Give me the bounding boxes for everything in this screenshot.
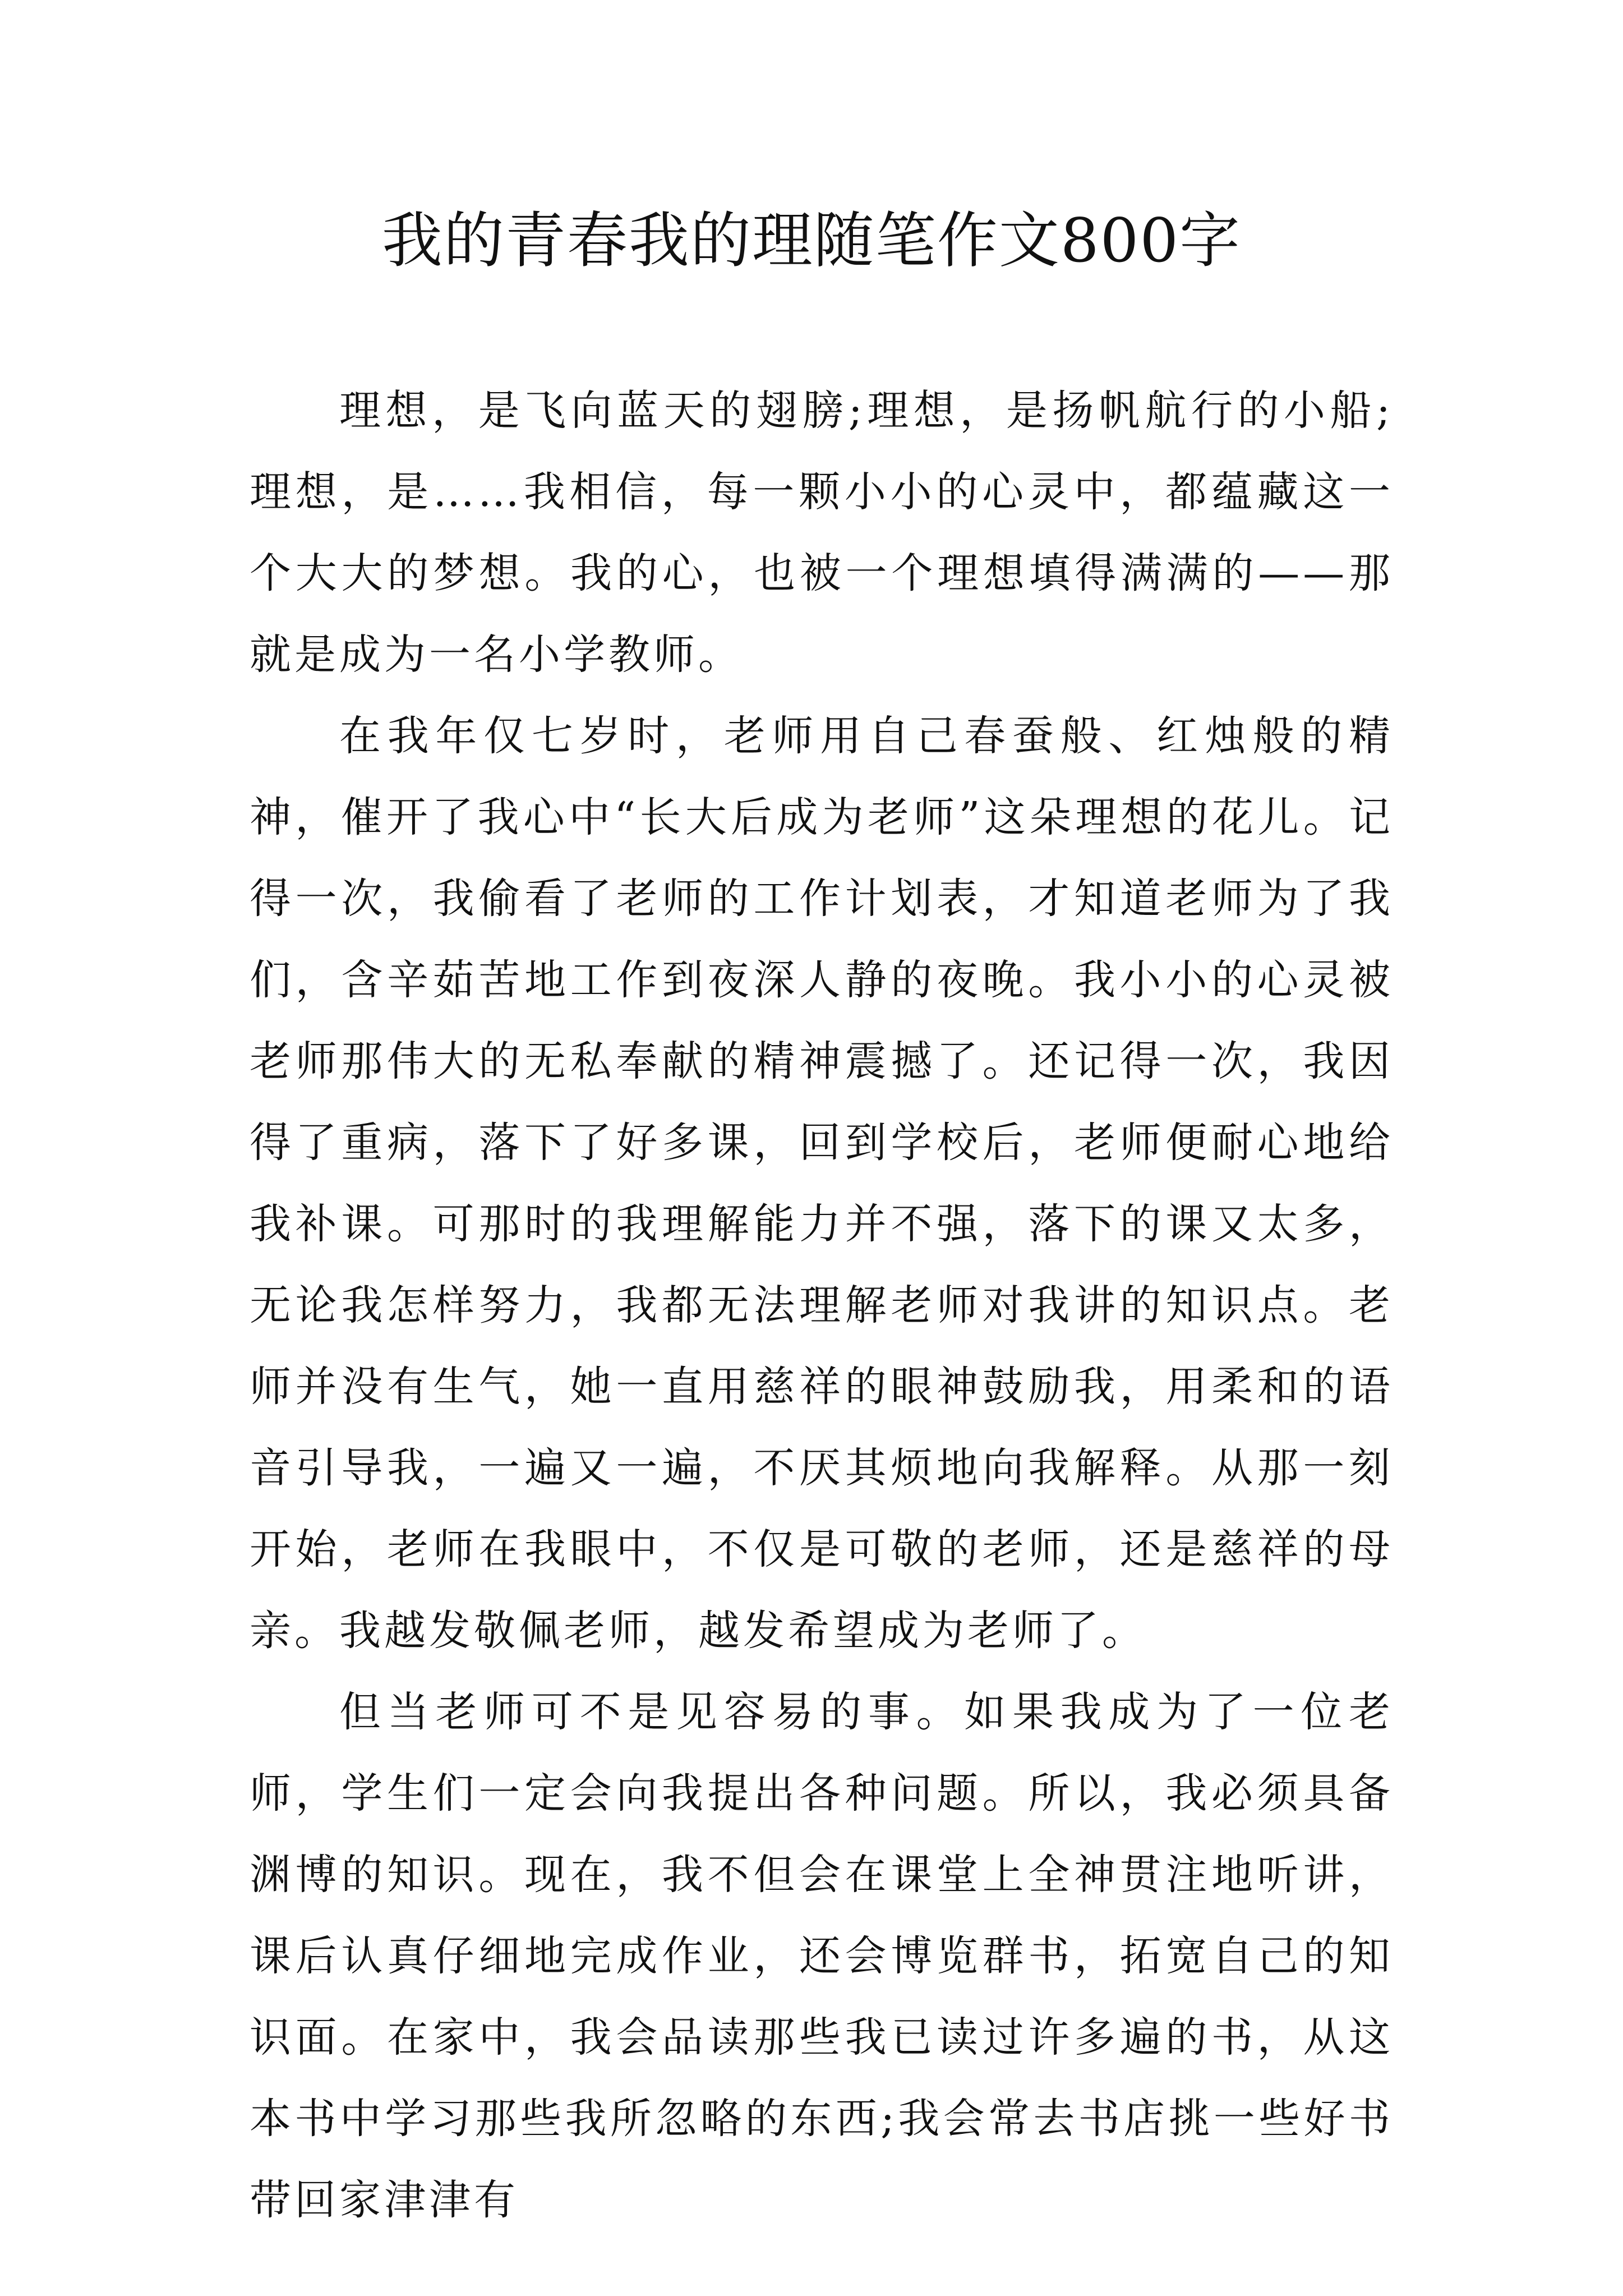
paragraph-3: 但当老师可不是见容易的事。如果我成为了一位老师，学生们一定会向我提出各种问题。所以，我必须具备渊博的知识。现在，我不但会在课堂上全神贯注地听讲，课后认真仔细地完成作业，还会博览群书，拓宽自己的知识面。在家中，我会品读那些我已读过许多遍的书，从这本书中学习那些我所忽略的东西;我会常去书店挑一些好书带回家津津有 [250,1688,1394,2224]
document-body [250,370,1394,2241]
paragraph-2: 在我年仅七岁时，老师用自己春蚕般、红烛般的精神，催开了我心中“长大后成为老师”这朵理想的花儿。记得一次，我偷看了老师的工作计划表，才知道老师为了我们，含辛茹苦地工作到夜深人静的夜晚。我小小的心灵被老师那伟大的无私奉献的精神震撼了。还记得一次，我因得了重病，落下了好多课，回到学校后，老师便耐心地给我补课。可那时的我理解能力并不强，落下的课又太多，无论我怎样努力，我都无法理解老师对我讲的知识点。老师并没有生气，她一直用慈祥的眼神鼓励我，用柔和的语音引导我，一遍又一遍，不厌其烦地向我解释。从那一刻开始，老师在我眼中，不仅是可敬的老师，还是慈祥的母亲。我越发敬佩老师，越发希望成为老师了。 [250,712,1394,1655]
document-title: 我的青春我的理随笔作文800字 [381,206,1242,276]
paragraph-1: 理想，是飞向蓝天的翅膀;理想，是扬帆航行的小船;理想，是……我相信，每一颗小小的心灵中，都蕴藏这一个大大的梦想。我的心，也被一个理想填得满满的——那就是成为一名小学教师。 [250,386,1394,679]
